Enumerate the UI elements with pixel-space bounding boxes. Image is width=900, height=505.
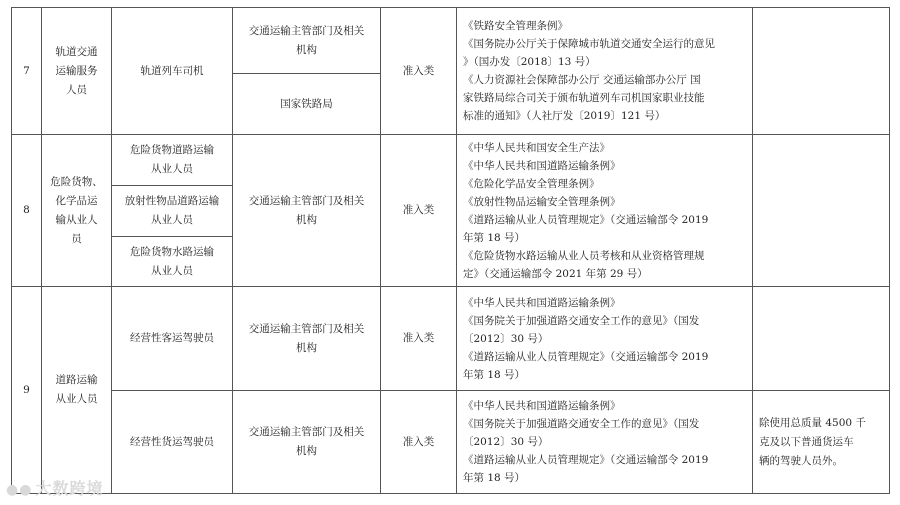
row9-remark-freight: 除使用总质量 4500 千 克及以下普通货运车 辆的驾驶人员外。 (753, 391, 890, 494)
row8-job-1: 危险货物道路运输 从业人员 (112, 135, 233, 186)
row9-basis-passenger: 《中华人民共和国道路运输条例》 《国务院关于加强道路交通安全工作的意见》（国发 〔2012〕30 号） 《道路运输从业人员管理规定》（交通运输部令 2019 年第 18 号） (457, 287, 753, 391)
row8-job-2: 放射性物品道路运输 从业人员 (112, 186, 233, 237)
row7-category: 轨道交通 运输服务 人员 (42, 8, 112, 135)
row9-number: 9 (12, 287, 42, 494)
row8-dept: 交通运输主管部门及相关 机构 (233, 135, 381, 287)
row9-remark-passenger (753, 287, 890, 391)
row9-dept-passenger: 交通运输主管部门及相关 机构 (233, 287, 381, 391)
qualification-table (11, 7, 890, 494)
row7-basis: 《铁路安全管理条例》 《国务院办公厅关于保障城市轨道交通安全运行的意见 》（国办发〔2018〕13 号） 《人力资源社会保障部办公厅 交通运输部办公厅 国 家铁路局综合司关于颁布轨道列车司机国家职业技能 标准的通知》（人社厅发〔2019〕121 号） (457, 8, 753, 135)
row9-job-freight: 经营性货运驾驶员 (112, 391, 233, 494)
row7-dept-b: 国家铁路局 (233, 74, 381, 135)
row7-type: 准入类 (381, 8, 457, 135)
row9-job-passenger: 经营性客运驾驶员 (112, 287, 233, 391)
row7-dept-a: 交通运输主管部门及相关 机构 (233, 8, 381, 74)
row9-basis-freight: 《中华人民共和国道路运输条例》 《国务院关于加强道路交通安全工作的意见》（国发 〔2012〕30 号） 《道路运输从业人员管理规定》（交通运输部令 2019 年第 18 号） (457, 391, 753, 494)
row9-type-passenger: 准入类 (381, 287, 457, 391)
row7-job: 轨道列车司机 (112, 8, 233, 135)
row7-number: 7 (12, 8, 42, 135)
row8-basis: 《中华人民共和国安全生产法》 《中华人民共和国道路运输条例》 《危险化学品安全管理条例》 《放射性物品运输安全管理条例》 《道路运输从业人员管理规定》（交通运输部令 2019 年第 18 号） 《危险货物水路运输从业人员考核和从业资格管理规 定》（交通运输部令 2021 年第 29 号） (457, 135, 753, 287)
row8-remark (753, 135, 890, 287)
watermark-text: 大数跨境 (35, 479, 104, 498)
watermark (6, 476, 103, 499)
row9-type-freight: 准入类 (381, 391, 457, 494)
row8-number: 8 (12, 135, 42, 287)
wechat-icon: ●● (6, 482, 33, 498)
row8-category: 危险货物、 化学品运 输从业人 员 (42, 135, 112, 287)
row8-type: 准入类 (381, 135, 457, 287)
row8-job-3: 危险货物水路运输 从业人员 (112, 237, 233, 287)
row7-remark (753, 8, 890, 135)
row9-category: 道路运输 从业人员 (42, 287, 112, 494)
row9-dept-freight: 交通运输主管部门及相关 机构 (233, 391, 381, 494)
